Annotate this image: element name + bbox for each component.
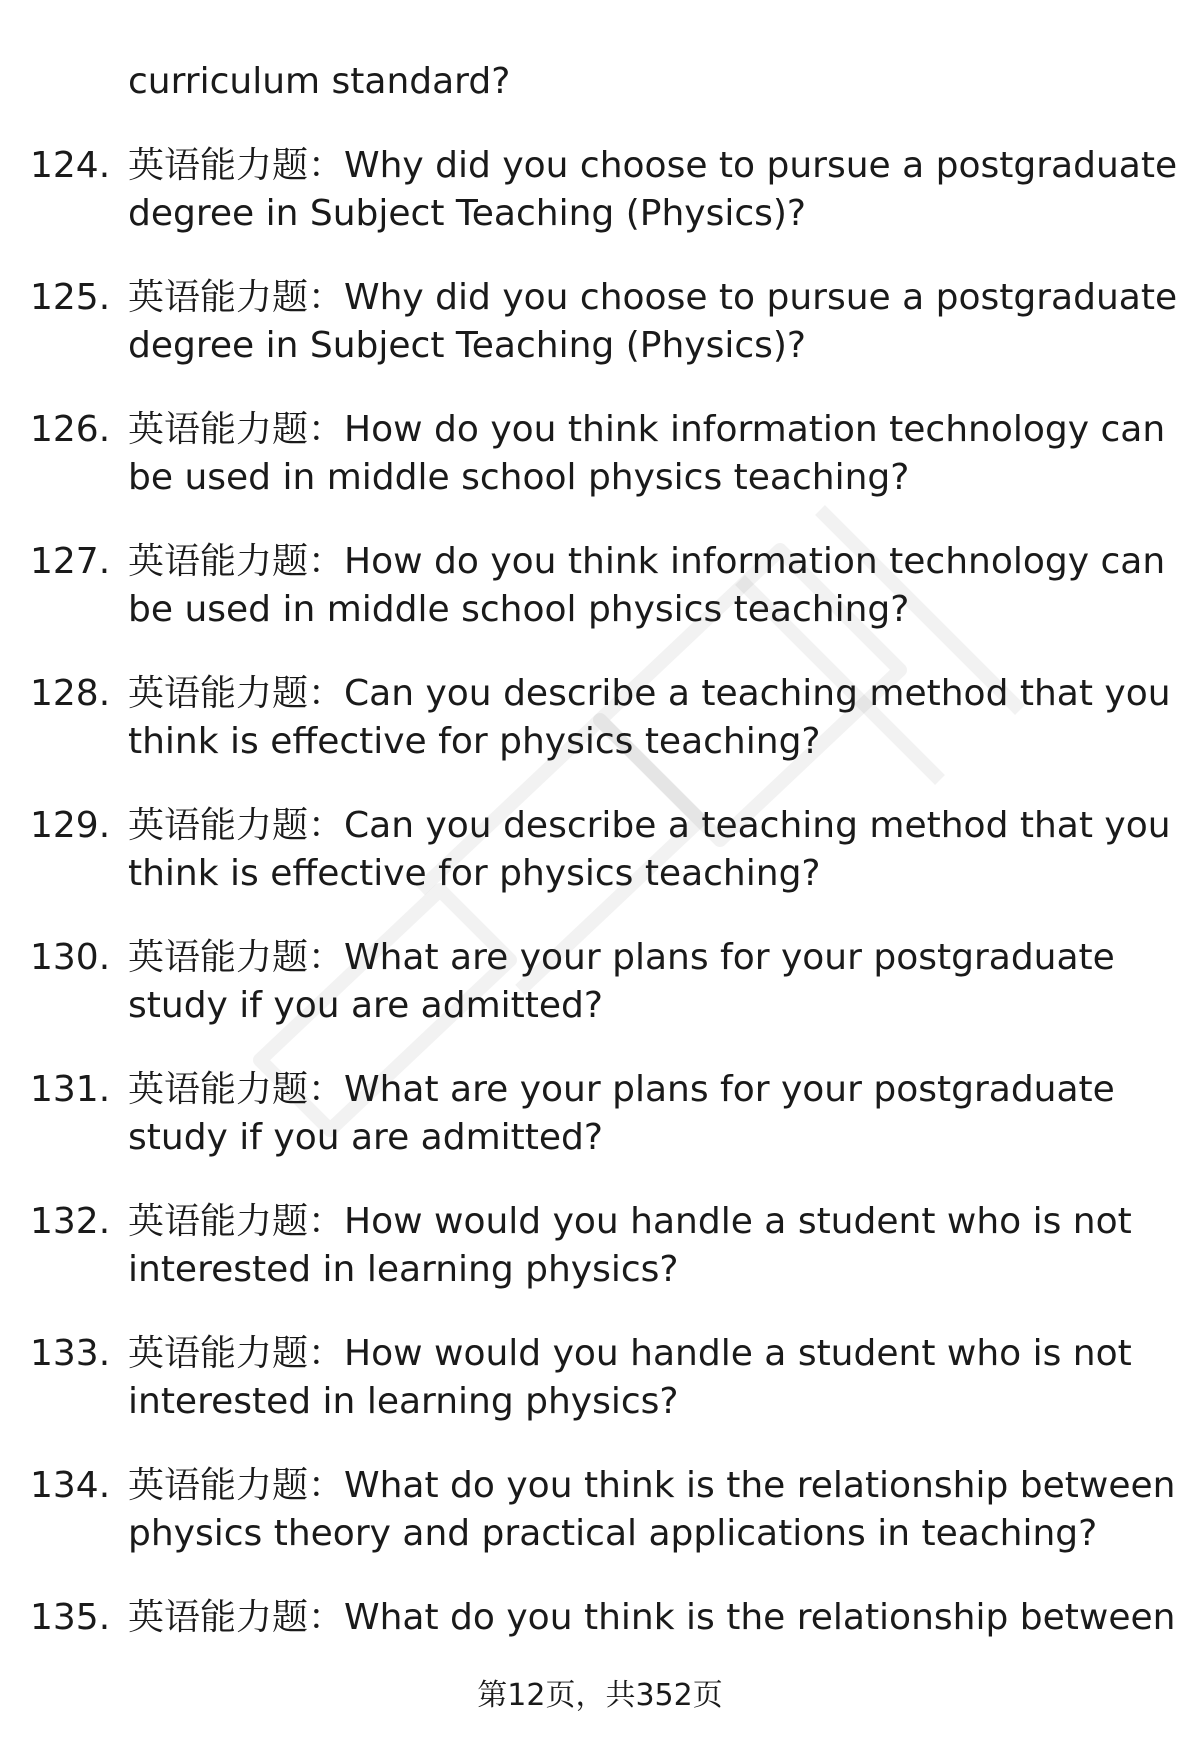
question-line: How do you think information technology can — [344, 541, 1166, 582]
question-number: 124. — [30, 145, 111, 186]
question-line: think is effective for physics teaching? — [128, 721, 821, 762]
question-type-label: 英语能力题： — [128, 1201, 345, 1242]
question-line: Why did you choose to pursue a postgraduate — [344, 145, 1178, 186]
question-line: be used in middle school physics teaching? — [128, 457, 910, 498]
question-line: interested in learning physics? — [128, 1249, 679, 1290]
question-text — [128, 538, 1168, 634]
question-text — [128, 934, 1168, 1030]
question-number: 127. — [30, 541, 111, 582]
question-line: interested in learning physics? — [128, 1381, 679, 1422]
question-line: Can you describe a teaching method that you — [344, 805, 1171, 846]
question-line: What do you think is the relationship between — [344, 1597, 1176, 1638]
question-line: Can you describe a teaching method that you — [344, 673, 1171, 714]
question-type-label: 英语能力题： — [128, 409, 345, 450]
question-line: What do you think is the relationship between — [344, 1465, 1176, 1506]
question-item — [0, 406, 1200, 538]
question-type-label: 英语能力题： — [128, 1597, 345, 1638]
question-line: study if you are admitted? — [128, 985, 603, 1026]
question-number: 125. — [30, 277, 111, 318]
question-line: think is effective for physics teaching? — [128, 853, 821, 894]
question-type-label: 英语能力题： — [128, 277, 345, 318]
question-text — [128, 670, 1171, 766]
question-item — [0, 1462, 1200, 1594]
question-line: Why did you choose to pursue a postgraduate — [344, 277, 1178, 318]
question-type-label: 英语能力题： — [128, 937, 345, 978]
question-item — [0, 142, 1200, 274]
question-list — [0, 142, 1200, 1726]
continuation-text: curriculum standard? — [128, 61, 511, 102]
question-number: 131. — [30, 1069, 111, 1110]
question-item — [0, 274, 1200, 406]
question-item — [0, 934, 1200, 1066]
question-item — [0, 670, 1200, 802]
question-item — [0, 538, 1200, 670]
question-line: be used in middle school physics teaching? — [128, 589, 910, 630]
question-text — [128, 406, 1168, 502]
question-text — [128, 1462, 1176, 1558]
question-text — [128, 1594, 1176, 1642]
question-item — [0, 1330, 1200, 1462]
question-type-label: 英语能力题： — [128, 541, 345, 582]
question-line: How would you handle a student who is not — [344, 1333, 1132, 1374]
question-number: 128. — [30, 673, 111, 714]
question-type-label: 英语能力题： — [128, 1069, 345, 1110]
question-line: What are your plans for your postgraduate — [344, 1069, 1115, 1110]
question-number: 130. — [30, 937, 111, 978]
question-item — [0, 1066, 1200, 1198]
question-item — [0, 802, 1200, 934]
question-number: 126. — [30, 409, 111, 450]
question-text — [128, 1198, 1168, 1294]
question-text — [128, 274, 1178, 370]
page-footer: 第12页，共352页 — [477, 1678, 723, 1713]
question-type-label: 英语能力题： — [128, 673, 345, 714]
question-text — [128, 1066, 1168, 1162]
question-line: physics theory and practical applications in teaching? — [128, 1513, 1098, 1554]
question-number: 135. — [30, 1597, 111, 1638]
question-item — [0, 1198, 1200, 1330]
question-text — [128, 142, 1178, 238]
question-line: What are your plans for your postgraduate — [344, 937, 1115, 978]
question-line: degree in Subject Teaching (Physics)? — [128, 193, 807, 234]
question-line: How would you handle a student who is not — [344, 1201, 1132, 1242]
question-type-label: 英语能力题： — [128, 1333, 345, 1374]
question-type-label: 英语能力题： — [128, 1465, 345, 1506]
question-number: 133. — [30, 1333, 111, 1374]
question-line: How do you think information technology can — [344, 409, 1166, 450]
question-number: 132. — [30, 1201, 111, 1242]
question-text — [128, 1330, 1168, 1426]
question-number: 129. — [30, 805, 111, 846]
question-type-label: 英语能力题： — [128, 805, 345, 846]
question-line: study if you are admitted? — [128, 1117, 603, 1158]
question-type-label: 英语能力题： — [128, 145, 345, 186]
question-number: 134. — [30, 1465, 111, 1506]
question-text — [128, 802, 1171, 898]
question-line: degree in Subject Teaching (Physics)? — [128, 325, 807, 366]
